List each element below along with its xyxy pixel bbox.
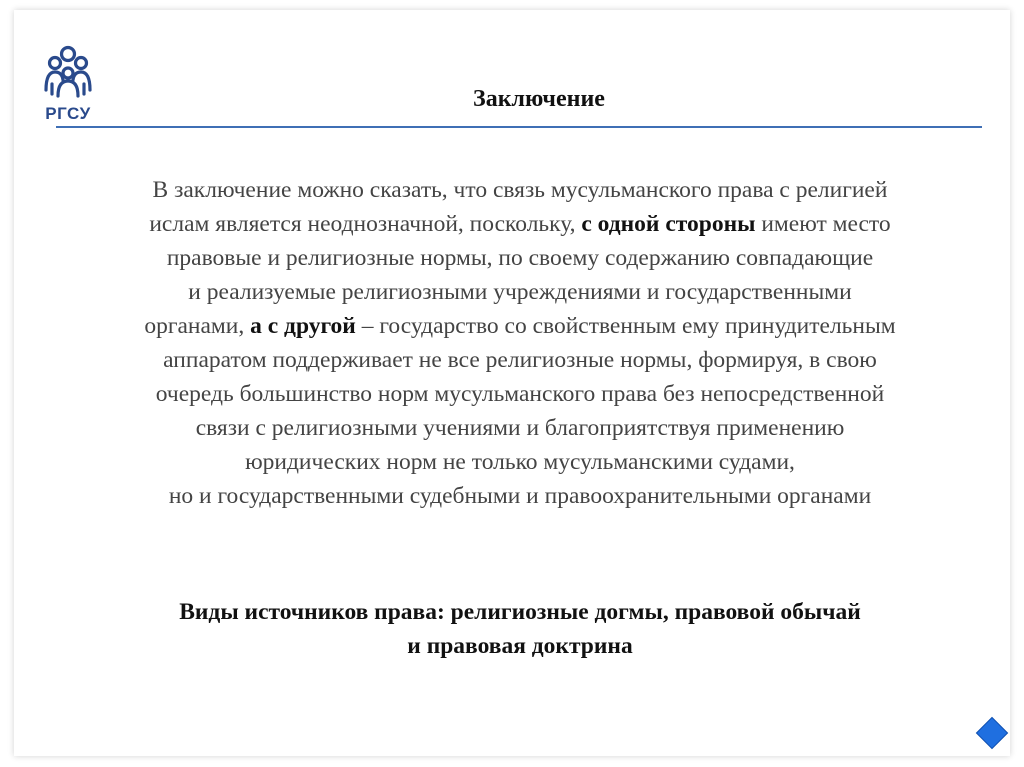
paragraph-line: ислам является неоднозначной, поскольку, [149,211,582,237]
conclusion-line: и правовая доктрина [407,633,633,659]
paragraph-line: имеют место [755,211,891,237]
paragraph-line: очередь большинство норм мусульманского права без непосредственной [155,381,885,407]
logo-text: РГСУ [45,104,91,123]
paragraph-line: связи с религиозными учениями и благоприятствуя применению [195,415,845,441]
conclusion-statement [52,595,988,663]
slide-title: Заключение [473,86,605,112]
main-paragraph [52,173,988,513]
next-slide-button[interactable] [974,715,1010,751]
emphasis-one-side: с одной стороны [581,211,756,237]
paragraph-line: юридических норм не только мусульманскими судами, [245,449,795,475]
paragraph-line: но и государственными судебными и правоохранительными органами [168,483,872,509]
conclusion-line: Виды источников права: религиозные догмы, правовой обычай [179,599,861,625]
slide [14,10,1010,756]
title-divider [56,126,982,128]
paragraph-line: В заключение можно сказать, что связь мусульманского права с религией [152,177,888,203]
paragraph-line: – государство со свойственным ему принудительным [355,313,896,339]
paragraph-line: правовые и религиозные нормы, по своему содержанию совпадающие [166,245,874,271]
paragraph-line: и реализуемые религиозными учреждениями и государственными [188,279,852,305]
paragraph-line: аппаратом поддерживает не все религиозные нормы, формируя, в свою [163,347,877,373]
diamond-nav-icon [974,715,1010,751]
emphasis-other-side: а с другой [250,313,356,339]
paragraph-line: органами, [144,313,251,339]
